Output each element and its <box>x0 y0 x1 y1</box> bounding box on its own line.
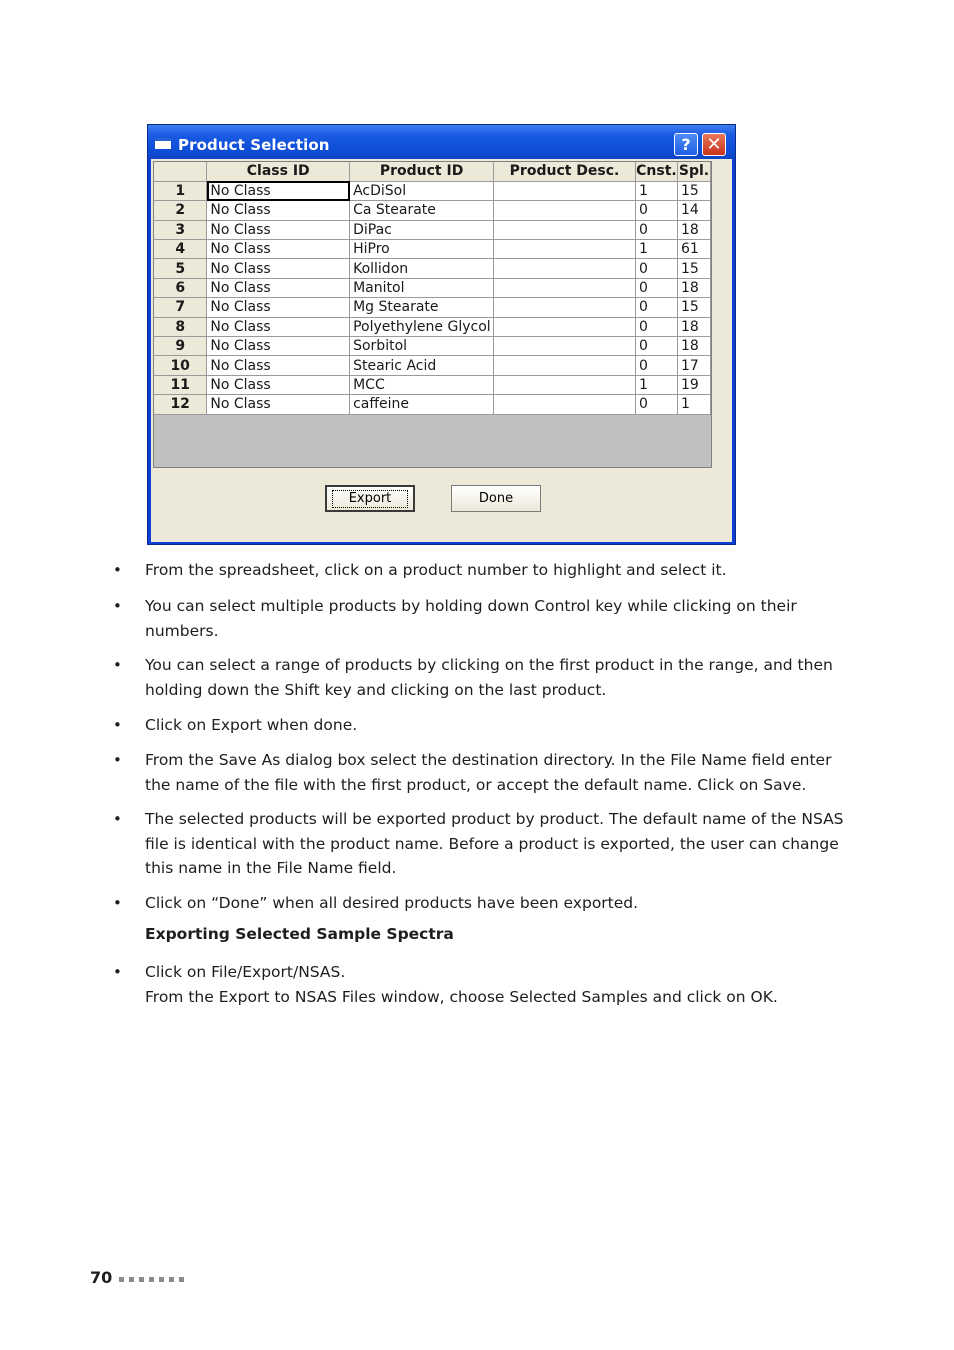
list-item <box>113 653 845 702</box>
spl-cell[interactable]: 18 <box>677 278 710 297</box>
bullet-icon: • <box>113 810 122 828</box>
product-id-cell[interactable]: MCC <box>350 375 494 394</box>
product-desc-cell[interactable] <box>494 298 636 317</box>
bullet-icon: • <box>113 716 122 734</box>
column-header-product-id[interactable]: Product ID <box>350 162 494 181</box>
page-number: 70 <box>90 1268 113 1287</box>
product-id-cell[interactable]: Mg Stearate <box>350 298 494 317</box>
row-number[interactable]: 7 <box>154 298 207 317</box>
dialog-title: Product Selection <box>178 136 330 154</box>
bullet-text-line2: From the Export to NSAS Files window, choose Selected Samples and click on OK. <box>145 987 778 1006</box>
bullet-icon: • <box>113 963 122 981</box>
product-table <box>154 162 711 415</box>
product-desc-cell[interactable] <box>494 375 636 394</box>
product-grid[interactable] <box>153 161 712 468</box>
bullet-icon: • <box>113 597 122 615</box>
table-row[interactable] <box>154 298 711 317</box>
product-id-cell[interactable]: Kollidon <box>350 259 494 278</box>
cnst-cell[interactable]: 0 <box>635 317 677 336</box>
product-desc-cell[interactable] <box>494 259 636 278</box>
class-id-cell[interactable]: No Class <box>207 317 350 336</box>
class-id-cell[interactable]: No Class <box>207 395 350 414</box>
cnst-cell[interactable]: 1 <box>635 181 677 200</box>
product-id-cell[interactable]: HiPro <box>350 240 494 259</box>
table-row[interactable] <box>154 356 711 375</box>
row-number[interactable]: 9 <box>154 337 207 356</box>
product-id-cell[interactable]: Polyethylene Glycol <box>350 317 494 336</box>
product-desc-cell[interactable] <box>494 181 636 200</box>
table-row[interactable] <box>154 395 711 414</box>
table-row[interactable] <box>154 240 711 259</box>
spl-cell[interactable]: 18 <box>677 220 710 239</box>
product-desc-cell[interactable] <box>494 240 636 259</box>
product-desc-cell[interactable] <box>494 356 636 375</box>
class-id-cell[interactable]: No Class <box>207 375 350 394</box>
section-heading: Exporting Selected Sample Spectra <box>145 925 454 943</box>
done-button[interactable] <box>451 485 541 512</box>
table-row[interactable] <box>154 201 711 220</box>
product-id-cell[interactable]: Manitol <box>350 278 494 297</box>
bullet-text: From the Save As dialog box select the destination directory. In the File Name field enter the name of the file with the first product, or accept the default name. Click on Save. <box>145 751 832 794</box>
table-row[interactable] <box>154 220 711 239</box>
cnst-cell[interactable]: 0 <box>635 337 677 356</box>
row-number[interactable]: 10 <box>154 356 207 375</box>
row-number[interactable]: 8 <box>154 317 207 336</box>
product-desc-cell[interactable] <box>494 278 636 297</box>
list-item <box>113 748 845 797</box>
class-id-cell[interactable]: No Class <box>207 356 350 375</box>
bullet-text: Click on “Done” when all desired products have been exported. <box>145 894 639 912</box>
class-id-cell[interactable]: No Class <box>207 259 350 278</box>
cnst-cell[interactable]: 0 <box>635 259 677 278</box>
class-id-cell[interactable]: No Class <box>207 181 350 200</box>
column-header-row-number[interactable] <box>154 162 207 181</box>
product-desc-cell[interactable] <box>494 201 636 220</box>
spl-cell[interactable]: 18 <box>677 317 710 336</box>
spl-cell[interactable]: 17 <box>677 356 710 375</box>
export-button-label: Export <box>332 490 409 508</box>
product-desc-cell[interactable] <box>494 220 636 239</box>
export-button[interactable] <box>325 485 415 512</box>
cnst-cell[interactable]: 1 <box>635 375 677 394</box>
cnst-cell[interactable]: 0 <box>635 201 677 220</box>
cnst-cell[interactable]: 0 <box>635 395 677 414</box>
table-row[interactable] <box>154 181 711 200</box>
product-desc-cell[interactable] <box>494 317 636 336</box>
row-number[interactable]: 4 <box>154 240 207 259</box>
row-number[interactable]: 5 <box>154 259 207 278</box>
dialog-client-area <box>151 159 732 542</box>
product-id-cell[interactable]: AcDiSol <box>350 181 494 200</box>
list-item <box>113 891 845 916</box>
bullet-text: You can select a range of products by clicking on the first product in the range, and then holding down the Shift key and clicking on the last product. <box>145 656 833 699</box>
column-header-class-id[interactable]: Class ID <box>207 162 350 181</box>
bullet-text: Click on Export when done. <box>145 716 358 734</box>
class-id-cell[interactable]: No Class <box>207 278 350 297</box>
help-icon[interactable]: ? <box>674 133 698 156</box>
row-number[interactable]: 2 <box>154 201 207 220</box>
column-header-product-desc[interactable]: Product Desc. <box>494 162 636 181</box>
table-row[interactable] <box>154 337 711 356</box>
product-id-cell[interactable]: Stearic Acid <box>350 356 494 375</box>
bullet-text: You can select multiple products by holding down Control key while clicking on their numbers. <box>145 597 797 640</box>
cnst-cell[interactable]: 1 <box>635 240 677 259</box>
window-icon <box>155 138 171 149</box>
product-id-cell[interactable]: Sorbitol <box>350 337 494 356</box>
bullet-icon: • <box>113 751 122 769</box>
bullet-icon: • <box>113 656 122 674</box>
spl-cell[interactable]: 15 <box>677 181 710 200</box>
bullet-text-line1: Click on File/Export/NSAS. <box>145 963 346 981</box>
cnst-cell[interactable]: 0 <box>635 356 677 375</box>
row-number[interactable]: 11 <box>154 375 207 394</box>
bullet-text: From the spreadsheet, click on a product number to highlight and select it. <box>145 561 727 579</box>
table-row[interactable] <box>154 317 711 336</box>
list-item <box>113 558 845 583</box>
table-row[interactable] <box>154 375 711 394</box>
page-dots-decoration <box>119 1277 189 1296</box>
list-item <box>113 713 845 738</box>
list-item <box>113 960 845 1009</box>
table-row[interactable] <box>154 278 711 297</box>
spl-cell[interactable]: 61 <box>677 240 710 259</box>
cnst-cell[interactable]: 0 <box>635 298 677 317</box>
product-id-cell[interactable]: Ca Stearate <box>350 201 494 220</box>
spl-cell[interactable]: 15 <box>677 298 710 317</box>
column-header-spl[interactable]: Spl. <box>678 163 710 180</box>
spl-cell[interactable]: 15 <box>677 259 710 278</box>
row-number[interactable]: 3 <box>154 220 207 239</box>
cnst-cell[interactable]: 0 <box>635 220 677 239</box>
class-id-cell[interactable]: No Class <box>207 240 350 259</box>
product-desc-cell[interactable] <box>494 395 636 414</box>
bullet-icon: • <box>113 561 122 579</box>
class-id-cell[interactable]: No Class <box>207 298 350 317</box>
row-number[interactable]: 12 <box>154 395 207 414</box>
list-item <box>113 594 845 643</box>
product-selection-dialog <box>147 124 736 545</box>
class-id-cell[interactable]: No Class <box>207 220 350 239</box>
list-item <box>113 807 845 881</box>
row-number[interactable]: 1 <box>154 181 207 200</box>
spl-cell[interactable]: 19 <box>677 375 710 394</box>
row-number[interactable]: 6 <box>154 278 207 297</box>
title-bar[interactable] <box>148 125 735 159</box>
product-desc-cell[interactable] <box>494 337 636 356</box>
header-row <box>154 162 711 181</box>
done-button-label: Done <box>478 491 514 506</box>
close-icon[interactable]: ✕ <box>702 133 726 156</box>
class-id-cell[interactable]: No Class <box>207 201 350 220</box>
bullet-text: The selected products will be exported product by product. The default name of the NSAS file is identical with the product name. Before a product is exported, the user can change this name in the File Name field. <box>145 810 844 877</box>
spl-cell[interactable]: 18 <box>677 337 710 356</box>
spl-cell[interactable]: 1 <box>677 395 710 414</box>
table-row[interactable] <box>154 259 711 278</box>
class-id-cell[interactable]: No Class <box>207 337 350 356</box>
spl-cell[interactable]: 14 <box>677 201 710 220</box>
product-id-cell[interactable]: caffeine <box>350 395 494 414</box>
bullet-icon: • <box>113 894 122 912</box>
cnst-cell[interactable]: 0 <box>635 278 677 297</box>
product-id-cell[interactable]: DiPac <box>350 220 494 239</box>
column-header-cnst[interactable]: Cnst. <box>636 163 677 180</box>
